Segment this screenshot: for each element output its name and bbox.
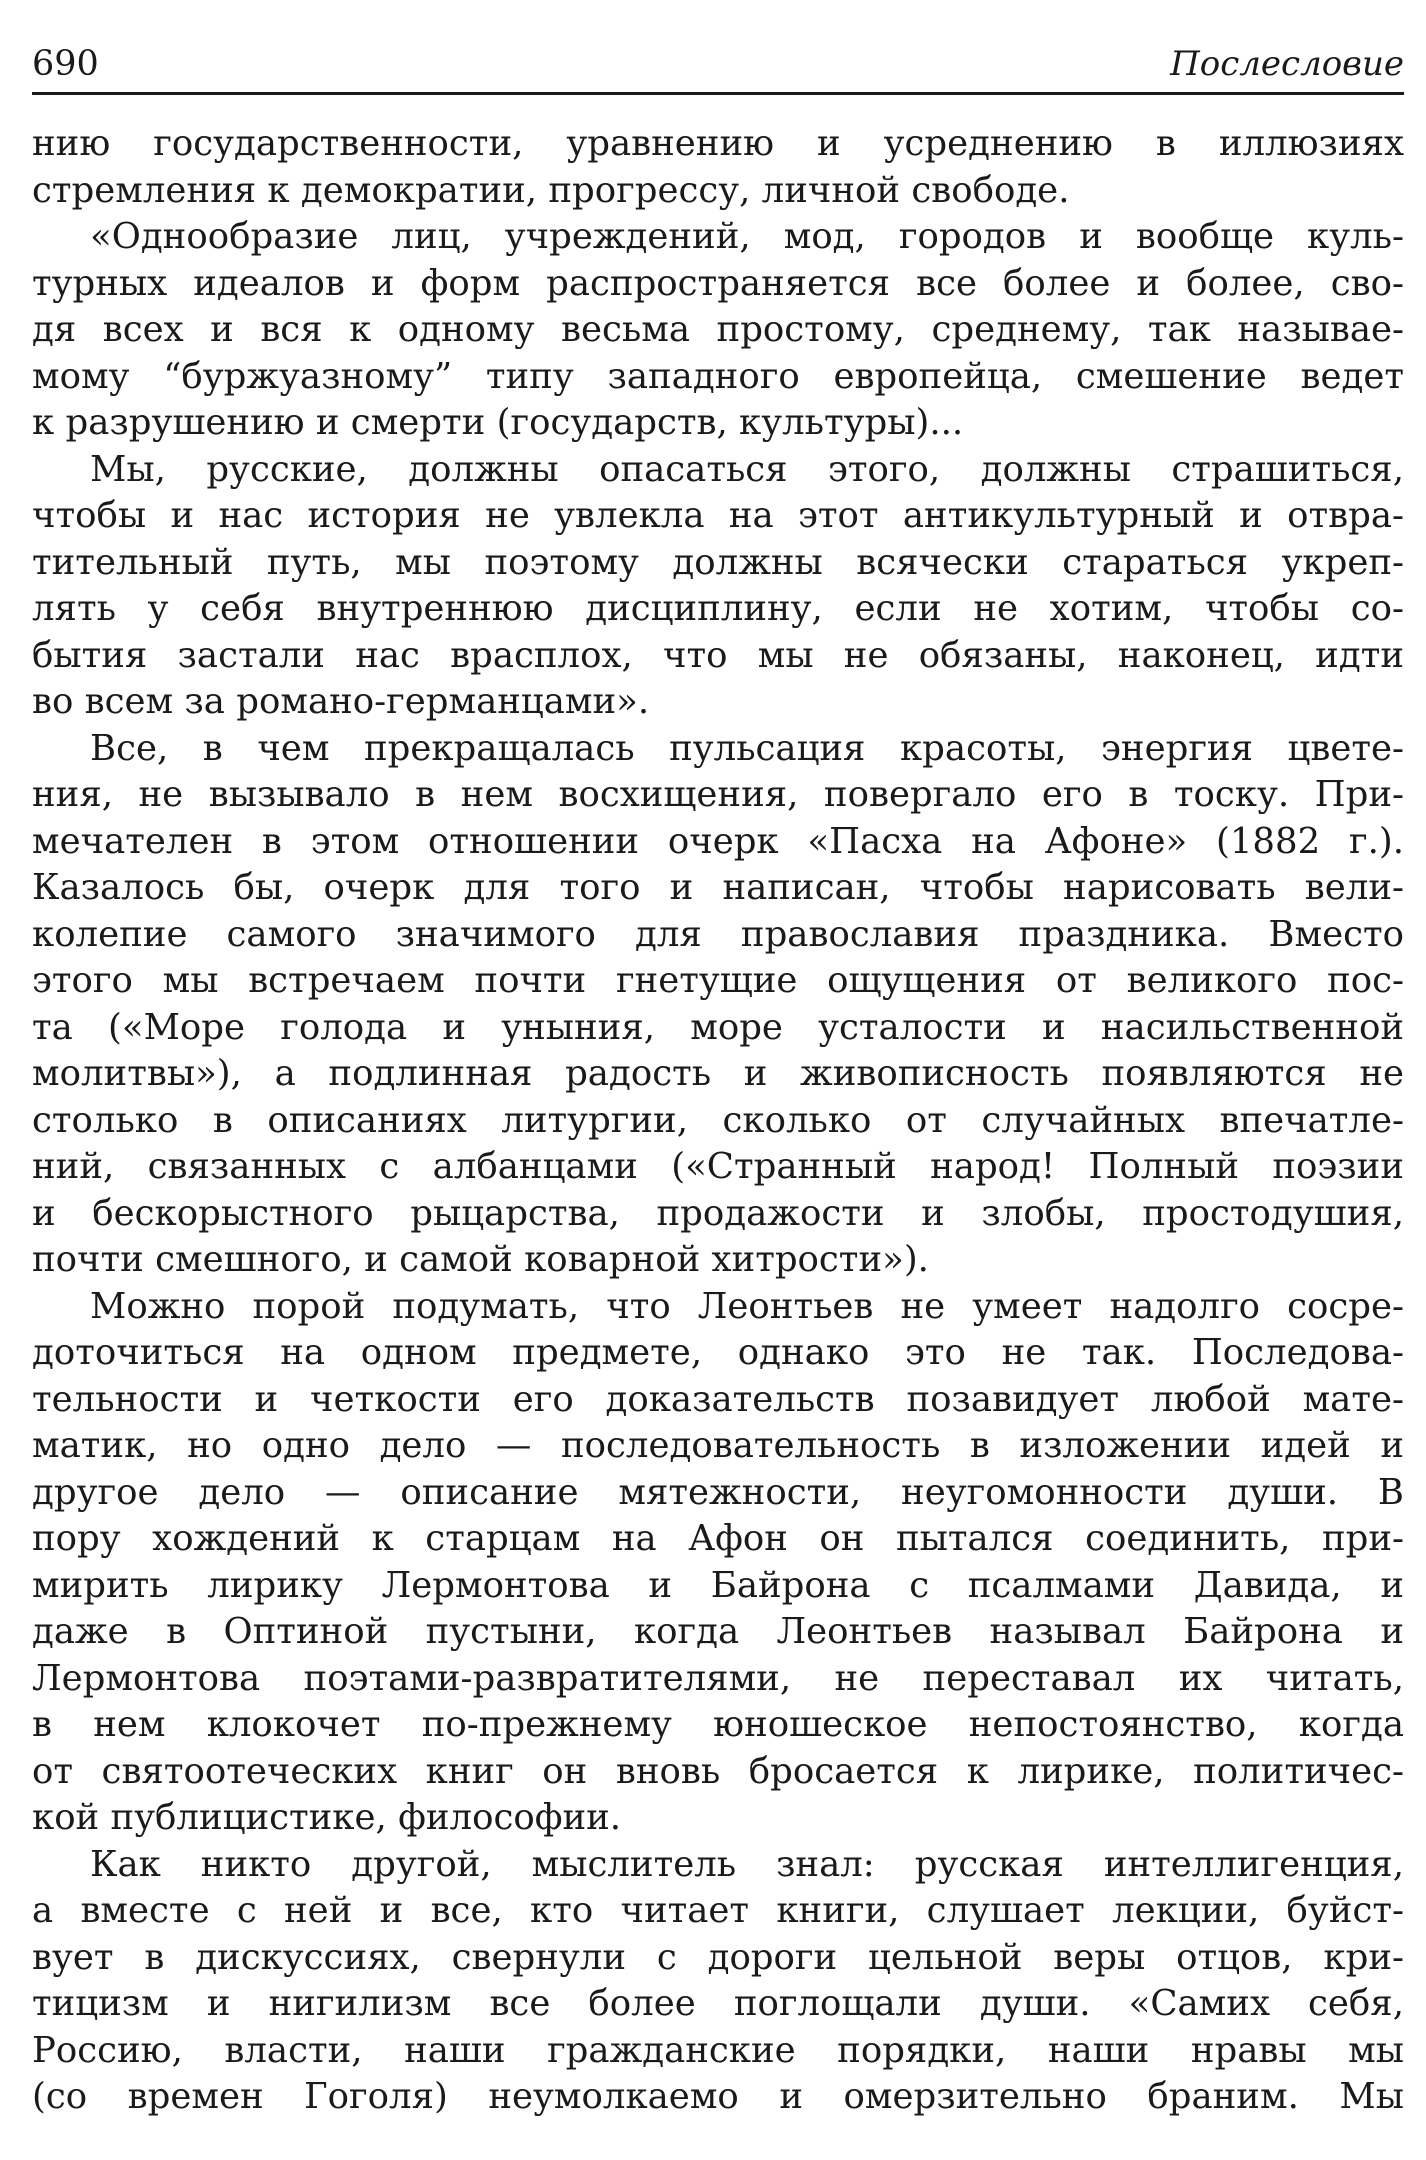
text-line: бытия застали нас врасплох, что мы не обязаны, наконец, идти [32, 634, 1404, 676]
text-line: молитвы»), а подлинная радость и живописность появляются не [32, 1053, 1404, 1094]
text-line: Мы, русские, должны опасаться этого, должны страшиться, [90, 448, 1404, 490]
text-line: нию государственности, уравнению и усреднению в иллюзиях [32, 123, 1404, 164]
text-line: тительный путь, мы поэтому должны всячески стараться укреп- [32, 541, 1404, 583]
text-line: мирить лирику Лермонтова и Байрона с псалмами Давида, и [32, 1564, 1404, 1606]
running-head [32, 40, 1404, 95]
text-line: ния, не вызывало в нем восхищения, повергало его в тоску. При- [32, 774, 1404, 815]
text-line: мому “буржуазному” типу западного европейца, смешение ведет [32, 355, 1404, 397]
text-line: пору хождений к старцам на Афон он пытался соединить, при- [32, 1518, 1404, 1559]
text-line: Как никто другой, мыслитель знал: русская интеллигенция, [90, 1843, 1404, 1885]
text-line: к разрушению и смерти (государств, культуры)... [32, 402, 964, 443]
text-line: Все, в чем прекращалась пульсация красоты, энергия цвете- [90, 727, 1404, 769]
text-line: этого мы встречаем почти гнетущие ощущения от великого пос- [32, 960, 1404, 1001]
text-line: Казалось бы, очерк для того и написан, чтобы нарисовать вели- [32, 867, 1404, 908]
text-line: и бескорыстного рыцарства, продажости и злобы, простодушия, [32, 1192, 1404, 1234]
text-line: ний, связанных с албанцами («Странный народ! Полный поэзии [32, 1146, 1404, 1187]
text-line: матик, но одно дело — последовательность в изложении идей и [32, 1425, 1404, 1466]
text-line: доточиться на одном предмете, однако это не так. Последова- [32, 1332, 1404, 1373]
text-line: колепие самого значимого для православия праздника. Вместо [32, 913, 1404, 955]
body-text [32, 121, 1404, 2121]
text-line: во всем за романо-германцами». [32, 681, 650, 722]
text-line: «Однообразие лиц, учреждений, мод, городов и вообще куль- [90, 216, 1404, 257]
text-line: Можно порой подумать, что Леонтьев не умеет надолго сосре- [90, 1285, 1404, 1327]
text-line: а вместе с ней и все, кто читает книги, слушает лекции, буйст- [32, 1890, 1404, 1931]
text-line: столько в описаниях литургии, сколько от случайных впечатле- [32, 1099, 1404, 1141]
text-line: чтобы и нас история не увлекла на этот антикультурный и отвра- [32, 495, 1404, 536]
text-line: в нем клокочет по-прежнему юношеское непостоянство, когда [32, 1704, 1404, 1745]
text-line: тельности и четкости его доказательств позавидует любой мате- [32, 1378, 1404, 1420]
text-line: дя всех и вся к одному весьма простому, среднему, так называе- [32, 309, 1404, 350]
text-line: Лермонтова поэтами-развратителями, не переставал их читать, [32, 1657, 1404, 1699]
text-line: почти смешного, и самой коварной хитрости»). [32, 1239, 929, 1280]
text-line: турных идеалов и форм распространяется все более и более, сво- [32, 262, 1404, 304]
text-line: от святоотеческих книг он вновь бросается к лирике, политичес- [32, 1750, 1404, 1792]
text-line: другое дело — описание мятежности, неугомонности души. В [32, 1471, 1404, 1513]
text-line: та («Море голода и уныния, море усталости и насильственной [32, 1006, 1404, 1048]
section-title: Послесловие [1170, 44, 1404, 84]
text-line: Россию, власти, наши гражданские порядки, наши нравы мы [32, 2029, 1404, 2071]
text-line: мечателен в этом отношении очерк «Пасха на Афоне» (1882 г.). [32, 820, 1404, 862]
text-line: лять у себя внутреннюю дисциплину, если не хотим, чтобы со- [32, 588, 1404, 629]
text-line: тицизм и нигилизм все более поглощали души. «Самих себя, [32, 1983, 1404, 2024]
text-line: кой публицистике, философии. [32, 1797, 622, 1838]
text-line: стремления к демократии, прогрессу, личной свободе. [32, 169, 1070, 211]
text-line: вует в дискуссиях, свернули с дороги цельной веры отцов, кри- [32, 1936, 1404, 1978]
book-page [32, 40, 1404, 2121]
text-line: даже в Оптиной пустыни, когда Леонтьев называл Байрона и [32, 1611, 1404, 1652]
text-line: (со времен Гоголя) неумолкаемо и омерзительно браним. Мы [32, 2076, 1404, 2117]
page-number: 690 [32, 44, 99, 84]
